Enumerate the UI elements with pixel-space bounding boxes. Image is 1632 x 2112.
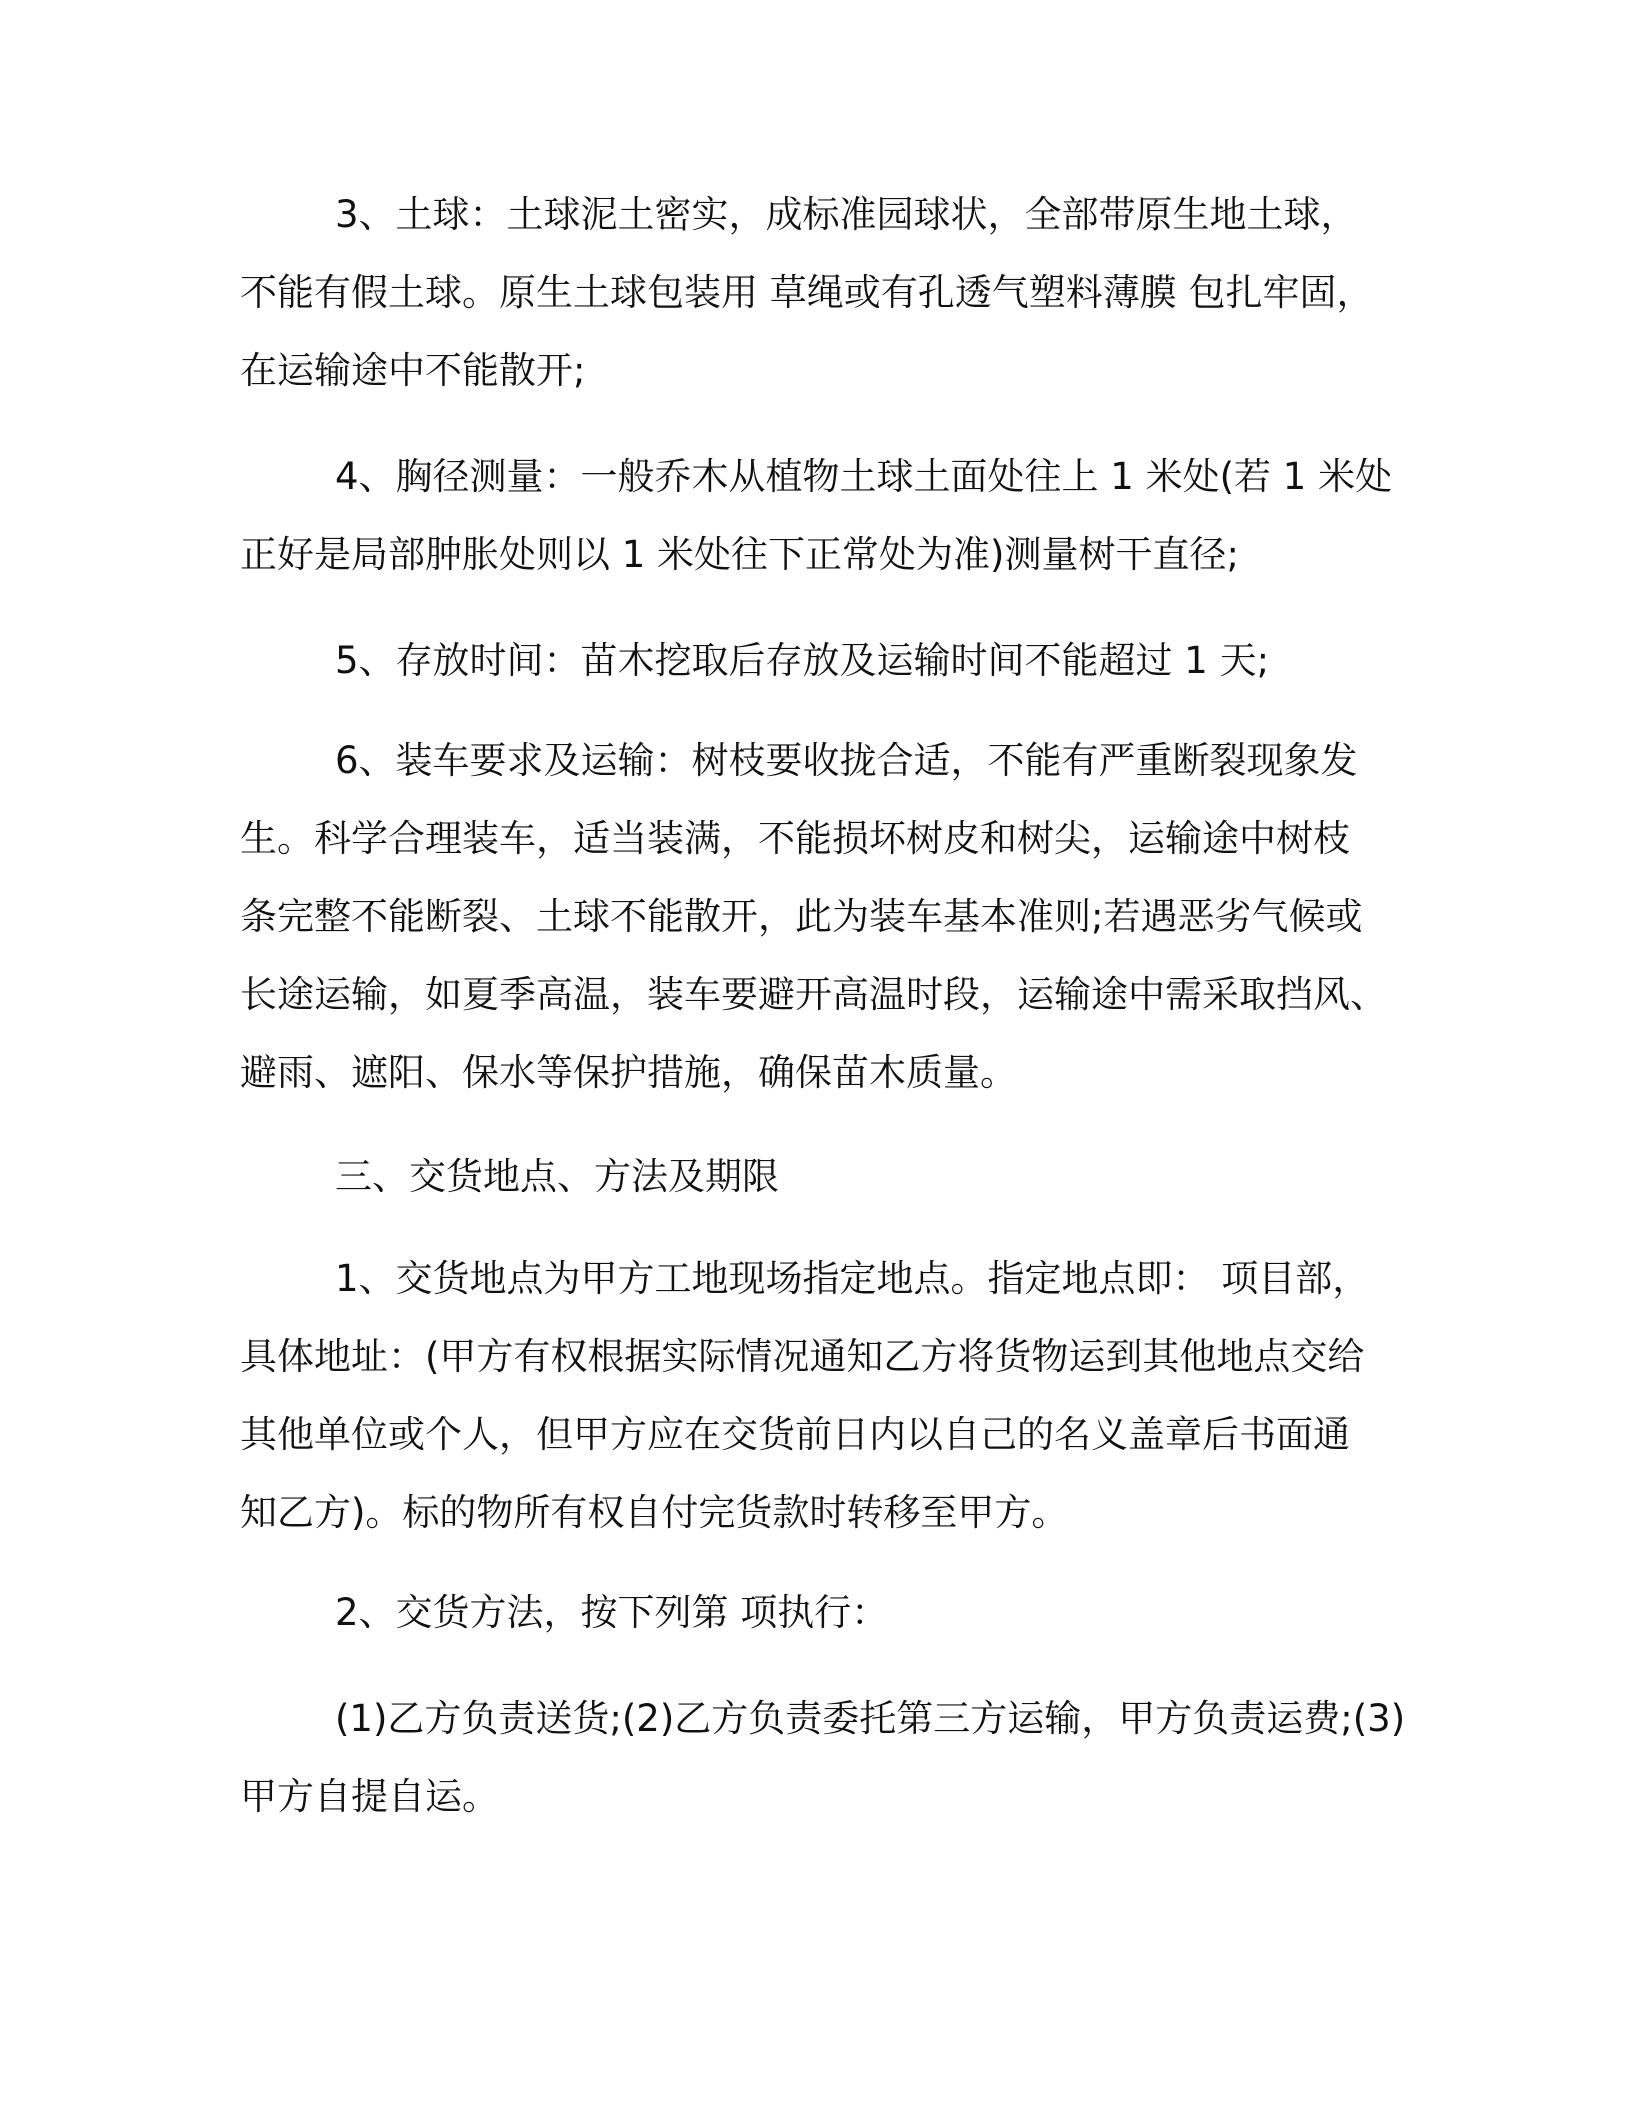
text-line: 甲方自提自运。 xyxy=(240,1775,499,1818)
text-line: 知乙方)。标的物所有权自付完货款时转移至甲方。 xyxy=(240,1491,1069,1534)
paragraph-soil-ball xyxy=(240,176,1400,410)
paragraph-delivery-method xyxy=(240,1574,1400,1652)
section-heading-delivery xyxy=(240,1138,1400,1216)
text-line: 2、交货方法，按下列第 项执行： xyxy=(335,1591,889,1634)
paragraph-delivery-location xyxy=(240,1240,1400,1552)
text-line: 正好是局部肿胀处则以 1 米处往下正常处为准)测量树干直径; xyxy=(240,533,1239,576)
text-line: 4、胸径测量：一般乔木从植物土球土面处往上 1 米处(若 1 米处 xyxy=(335,455,1393,498)
paragraph-delivery-options xyxy=(240,1680,1406,1836)
text-line: 具体地址：(甲方有权根据实际情况通知乙方将货物运到其他地点交给 xyxy=(240,1335,1365,1378)
text-line: 3、土球：土球泥土密实，成标准园球状，全部带原生地土球， xyxy=(335,193,1358,236)
text-line: 避雨、遮阳、保水等保护措施，确保苗木质量。 xyxy=(240,1051,1017,1094)
text-line: 条完整不能断裂、土球不能散开，此为装车基本准则;若遇恶劣气候或 xyxy=(240,895,1363,938)
text-line: 不能有假土球。原生土球包装用 草绳或有孔透气塑料薄膜 包扎牢固， xyxy=(240,271,1374,314)
paragraph-dbh-measurement xyxy=(240,438,1400,594)
paragraph-loading-transport xyxy=(240,722,1400,1112)
paragraph-storage-time xyxy=(240,622,1400,700)
text-line: 三、交货地点、方法及期限 xyxy=(335,1155,779,1198)
text-line: 5、存放时间：苗木挖取后存放及运输时间不能超过 1 天; xyxy=(335,639,1270,682)
text-line: 其他单位或个人，但甲方应在交货前日内以自己的名义盖章后书面通 xyxy=(240,1413,1350,1456)
text-line: 在运输途中不能散开; xyxy=(240,349,586,392)
text-line: 生。科学合理装车，适当装满，不能损坏树皮和树尖，运输途中树枝 xyxy=(240,817,1350,860)
text-line: 6、装车要求及运输：树枝要收拢合适，不能有严重断裂现象发 xyxy=(335,739,1358,782)
text-line: 1、交货地点为甲方工地现场指定地点。指定地点即： 项目部， xyxy=(335,1257,1370,1300)
text-line: (1)乙方负责送货;(2)乙方负责委托第三方运输，甲方负责运费;(3) xyxy=(335,1697,1406,1740)
text-line: 长途运输，如夏季高温，装车要避开高温时段，运输途中需采取挡风、 xyxy=(240,973,1387,1016)
